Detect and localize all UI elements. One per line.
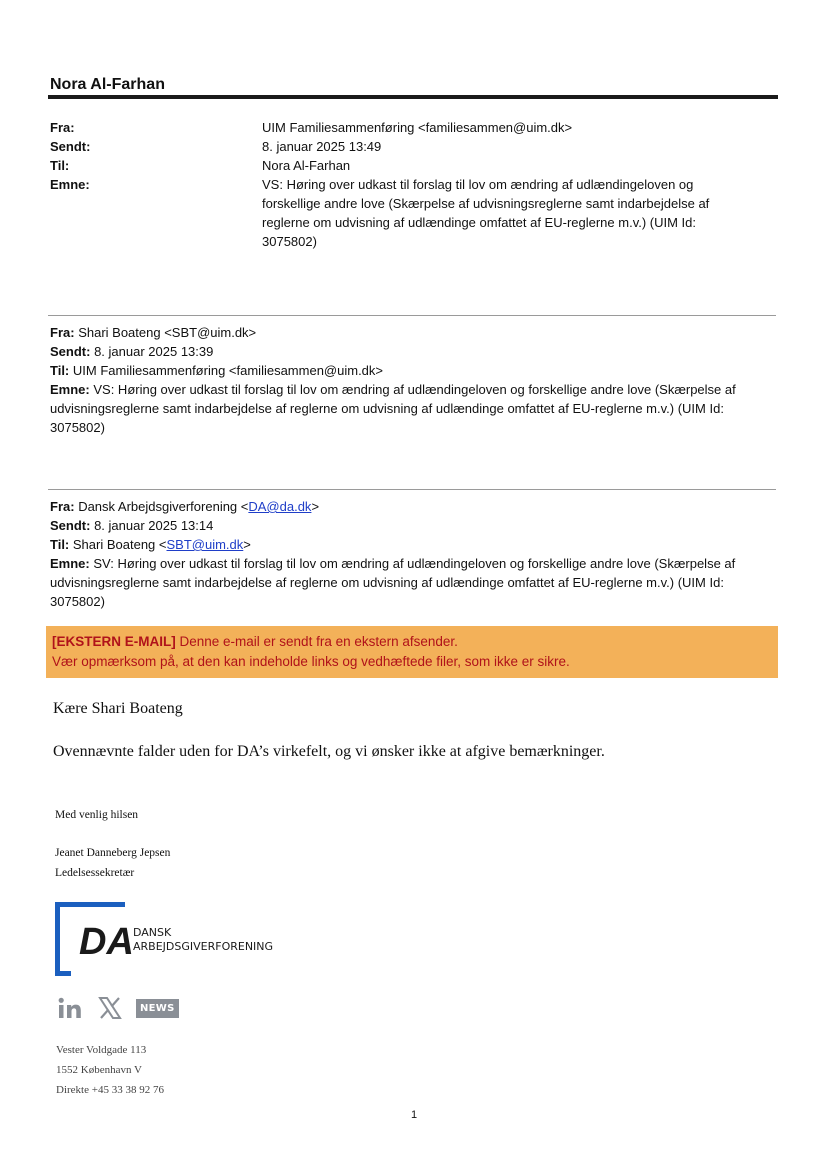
address-street: Vester Voldgade 113 (56, 1044, 147, 1056)
logo-line-2: ARBEJDSGIVERFORENING (133, 940, 274, 953)
fwd2-subject-label: Emne: (50, 556, 90, 571)
address-city: 1552 København V (56, 1064, 142, 1076)
fwd2-sent: 8. januar 2025 13:14 (94, 518, 214, 533)
header-to-label: Til: (50, 158, 70, 173)
fwd2-sent-label: Sendt: (50, 518, 91, 533)
fwd2-from-label: Fra: (50, 499, 75, 514)
fwd1-subject-line (50, 380, 778, 437)
x-twitter-icon[interactable] (98, 997, 122, 1019)
header-subject-value: VS: Høring over udkast til forslag til lov om ændring af udlændingeloven og forskellige andre love (Skærpelse af udvisningsreglerne samt indarbejdelse af reglerne om udvisning af udlændinge omfattet af EU-reglerne m.v.) (UIM Id: 3075802) (262, 177, 710, 249)
header-from-row (50, 118, 778, 137)
banner-line-2: Vær opmærksom på, at den kan indeholde links og vedhæftede filer, som ikke er sikre. (52, 654, 570, 669)
body-text: Ovennævnte falder uden for DA’s virkefelt, og vi ønsker ikke at afgive bemærkninger. (53, 743, 605, 760)
address-block (56, 1040, 164, 1100)
fwd2-to-name: Shari Boateng < (72, 537, 167, 552)
signer-title: Ledelsessekretær (55, 867, 135, 879)
fwd2-from-email-link[interactable]: DA@da.dk (248, 499, 312, 514)
fwd1-to: UIM Familiesammenføring <familiesammen@uim.dk> (72, 363, 383, 378)
logo-mark: DA (79, 921, 134, 963)
header-rule (48, 95, 778, 99)
fwd1-from-line (50, 323, 778, 342)
fwd1-to-label: Til: (50, 363, 70, 378)
fwd2-sent-line (50, 516, 778, 535)
external-email-warning-banner (46, 626, 778, 678)
fwd2-to-email-link[interactable]: SBT@uim.dk (166, 537, 244, 552)
header-subject-label: Emne: (50, 177, 90, 192)
logo-bracket-top (55, 902, 125, 907)
logo-line-1: DANSK (133, 926, 172, 939)
closing: Med venlig hilsen (55, 809, 139, 821)
signer-name: Jeanet Danneberg Jepsen (55, 847, 171, 859)
da-logo-graphic (55, 902, 315, 980)
logo-bracket-bottom (55, 971, 71, 976)
forward-separator-2 (48, 489, 776, 490)
banner-text-1: Denne e-mail er sendt fra en ekstern afsender. (175, 634, 458, 649)
da-logo (55, 902, 315, 980)
fwd2-from-line (50, 497, 778, 516)
mailbox-owner-name: Nora Al-Farhan (50, 76, 165, 93)
fwd2-subject-line (50, 554, 778, 611)
fwd1-to-line (50, 361, 778, 380)
address-phone: Direkte +45 33 38 92 76 (56, 1084, 164, 1096)
fwd1-subject-label: Emne: (50, 382, 90, 397)
header-sent-value: 8. januar 2025 13:49 (262, 139, 382, 154)
banner-line-1 (52, 632, 772, 652)
fwd1-sent-line (50, 342, 778, 361)
fwd2-from-close: > (311, 499, 320, 514)
logo-bracket-side (55, 902, 60, 976)
header-sent-row (50, 137, 778, 156)
header-from-label: Fra: (50, 120, 75, 135)
page-number: 1 (411, 1109, 418, 1121)
fwd2-subject: SV: Høring over udkast til forslag til lov om ændring af udlændingeloven og forskellige andre love (Skærpelse af udvisningsreglerne samt indarbejdelse af reglerne om udvisning af udlændinge omfattet af EU-reglerne m.v.) (UIM Id: 3075802) (50, 556, 736, 609)
forward-block-2 (50, 497, 778, 611)
fwd1-from: Shari Boateng <SBT@uim.dk> (78, 325, 257, 340)
fwd1-from-label: Fra: (50, 325, 75, 340)
fwd2-to-label: Til: (50, 537, 70, 552)
header-sent-label: Sendt: (50, 139, 91, 154)
fwd1-subject: VS: Høring over udkast til forslag til lov om ændring af udlændingeloven og forskellige andre love (Skærpelse af udvisningsreglerne samt indarbejdelse af reglerne om udvisning af udlændinge omfattet af EU-reglerne m.v.) (UIM Id: 3075802) (50, 382, 736, 435)
fwd2-to-close: > (243, 537, 251, 552)
header-from-value: UIM Familiesammenføring <familiesammen@uim.dk> (262, 120, 573, 135)
linkedin-icon[interactable] (58, 997, 84, 1019)
message-header (50, 118, 778, 251)
header-to-row (50, 156, 778, 175)
fwd2-from-name: Dansk Arbejdsgiverforening < (78, 499, 249, 514)
fwd1-sent: 8. januar 2025 13:39 (94, 344, 214, 359)
fwd2-to-line (50, 535, 778, 554)
header-to-value: Nora Al-Farhan (262, 158, 351, 173)
news-icon[interactable]: NEWS (136, 999, 179, 1018)
header-subject-row (50, 175, 778, 251)
banner-tag: [EKSTERN E-MAIL] (52, 634, 176, 649)
fwd1-sent-label: Sendt: (50, 344, 91, 359)
greeting: Kære Shari Boateng (53, 700, 183, 717)
social-links (58, 993, 179, 1023)
forward-block-1 (50, 323, 778, 437)
forward-separator-1 (48, 315, 776, 316)
